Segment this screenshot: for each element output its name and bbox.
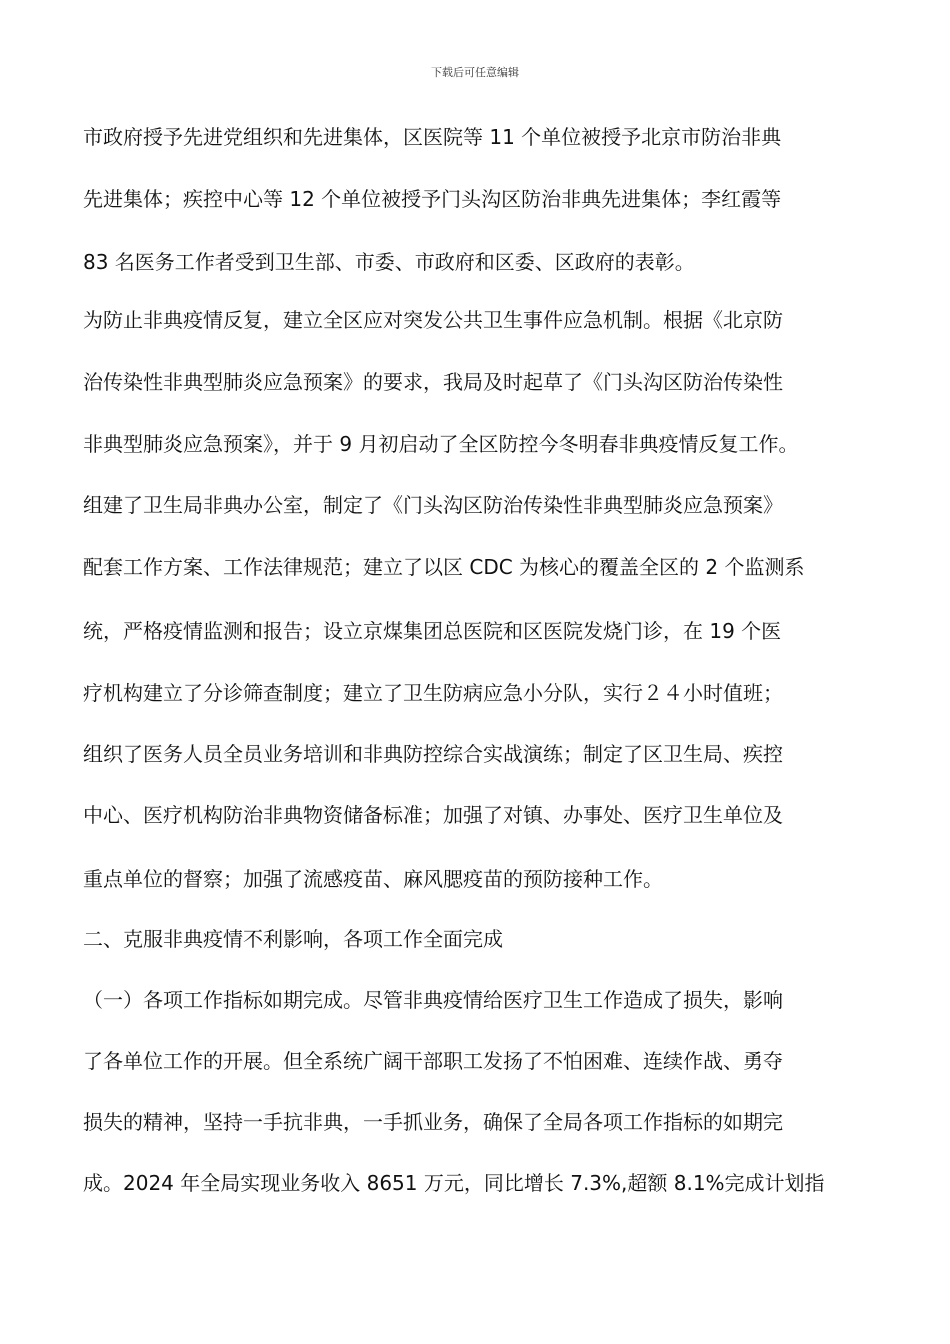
text-line: 组织了医务人员全员业务培训和非典防控综合实战演练；制定了区卫生局、疾控 xyxy=(83,742,783,766)
text-line: 了各单位工作的开展。但全系统广阔干部职工发扬了不怕困难、连续作战、勇夺 xyxy=(83,1049,783,1073)
text-line: 市政府授予先进党组织和先进集体，区医院等 11 个单位被授予北京市防治非典 xyxy=(83,125,782,149)
text-line: （一）各项工作指标如期完成。尽管非典疫情给医疗卫生工作造成了损失，影响 xyxy=(83,988,783,1012)
text-line: 组建了卫生局非典办公室，制定了《门头沟区防治传染性非典型肺炎应急预案》 xyxy=(83,493,783,517)
text-line: 83 名医务工作者受到卫生部、市委、市政府和区委、区政府的表彰。 xyxy=(83,250,695,274)
text-line: 疗机构建立了分诊筛查制度；建立了卫生防病应急小分队，实行２４小时值班； xyxy=(83,681,783,705)
text-line: 配套工作方案、工作法律规范；建立了以区 CDC 为核心的覆盖全区的 2 个监测系 xyxy=(83,555,805,579)
text-line: 损失的精神，坚持一手抗非典，一手抓业务，确保了全局各项工作指标的如期完 xyxy=(83,1110,783,1134)
section-heading: 二、克服非典疫情不利影响，各项工作全面完成 xyxy=(83,927,503,951)
text-line: 成。2024 年全局实现业务收入 8651 万元，同比增长 7.3%,超额 8.1%完成计划指 xyxy=(83,1171,825,1195)
text-line: 非典型肺炎应急预案》，并于 9 月初启动了全区防控今冬明春非典疫情反复工作。 xyxy=(83,432,799,456)
text-line: 统，严格疫情监测和报告；设立京煤集团总医院和区医院发烧门诊，在 19 个医 xyxy=(83,619,782,643)
text-line: 中心、医疗机构防治非典物资储备标准；加强了对镇、办事处、医疗卫生单位及 xyxy=(83,803,783,827)
text-line: 为防止非典疫情反复，建立全区应对突发公共卫生事件应急机制。根据《北京防 xyxy=(83,308,783,332)
text-line: 重点单位的督察；加强了流感疫苗、麻风腮疫苗的预防接种工作。 xyxy=(83,867,663,891)
text-line: 先进集体；疾控中心等 12 个单位被授予门头沟区防治非典先进集体；李红霞等 xyxy=(83,187,782,211)
text-line: 治传染性非典型肺炎应急预案》的要求，我局及时起草了《门头沟区防治传染性 xyxy=(83,370,783,394)
header-note: 下载后可任意编辑 xyxy=(431,66,519,79)
